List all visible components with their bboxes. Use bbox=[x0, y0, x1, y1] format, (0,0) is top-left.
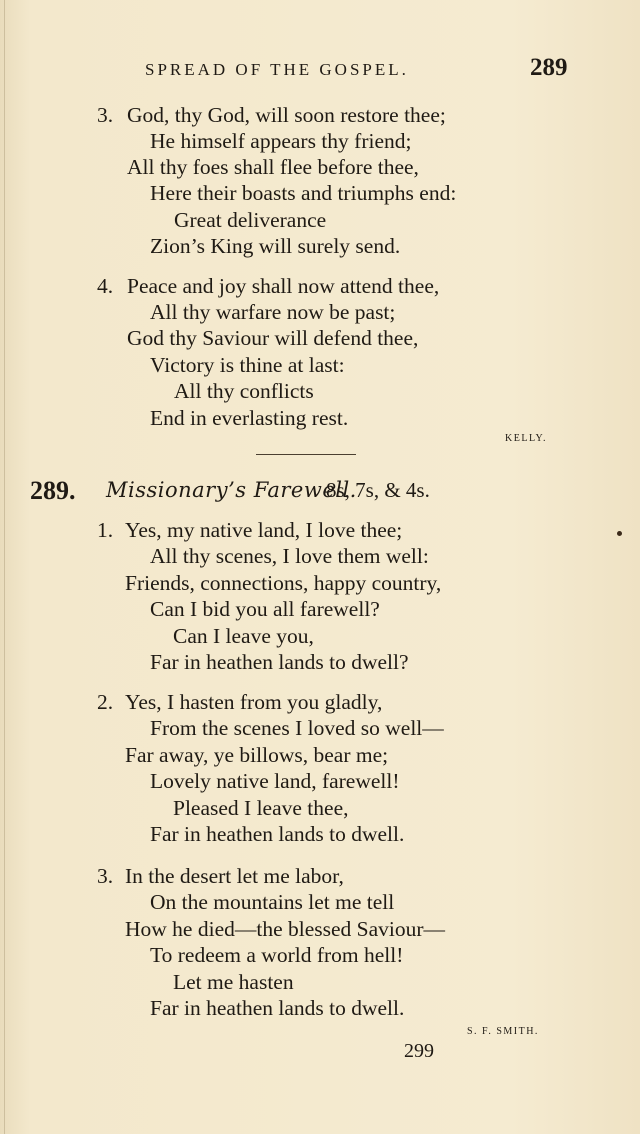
verse-number: 3. bbox=[97, 103, 114, 127]
verse-line: Lovely native land, farewell! bbox=[150, 769, 400, 793]
verse-line: He himself appears thy friend; bbox=[150, 129, 412, 153]
verse-line: God, thy God, will soon restore thee; bbox=[127, 103, 446, 127]
verse-line: To redeem a world from hell! bbox=[150, 943, 404, 967]
running-title: SPREAD OF THE GOSPEL. bbox=[145, 60, 409, 79]
section-divider bbox=[256, 454, 356, 455]
hymn-title: Missionary’s Farewell. bbox=[106, 478, 357, 502]
page-edge bbox=[4, 0, 5, 1134]
verse-line: Far away, ye billows, bear me; bbox=[125, 743, 389, 767]
verse-line: Yes, my native land, I love thee; bbox=[125, 518, 403, 542]
author-attribution: KELLY. bbox=[505, 433, 547, 444]
author-attribution: S. F. SMITH. bbox=[467, 1026, 539, 1037]
verse-number: 3. bbox=[97, 864, 114, 888]
verse-line: Far in heathen lands to dwell. bbox=[150, 996, 405, 1020]
verse-line: On the mountains let me tell bbox=[150, 890, 395, 914]
hymn-meter: 8s, 7s, & 4s. bbox=[326, 478, 430, 502]
folio-number: 299 bbox=[404, 1040, 434, 1062]
verse-line: Friends, connections, happy country, bbox=[125, 571, 442, 595]
verse-line: Far in heathen lands to dwell. bbox=[150, 822, 405, 846]
verse-line: All thy conflicts bbox=[174, 379, 314, 403]
verse-line: Far in heathen lands to dwell? bbox=[150, 650, 409, 674]
verse-line: Here their boasts and triumphs end: bbox=[150, 181, 457, 205]
verse-line: Yes, I hasten from you gladly, bbox=[125, 690, 383, 714]
verse-line: From the scenes I loved so well— bbox=[150, 716, 444, 740]
verse-number: 4. bbox=[97, 274, 114, 298]
verse-line: Can I leave you, bbox=[173, 624, 314, 648]
verse-line: God thy Saviour will defend thee, bbox=[127, 326, 419, 350]
verse-line: In the desert let me labor, bbox=[125, 864, 344, 888]
verse-line: Peace and joy shall now attend thee, bbox=[127, 274, 440, 298]
verse-line: How he died—the blessed Saviour— bbox=[125, 917, 446, 941]
verse-line: Pleased I leave thee, bbox=[173, 796, 349, 820]
page-number: 289 bbox=[530, 54, 568, 81]
hymn-number: 289. bbox=[30, 476, 76, 505]
verse-line: Can I bid you all farewell? bbox=[150, 597, 380, 621]
verse-line: Victory is thine at last: bbox=[150, 353, 345, 377]
verse-number: 1. bbox=[97, 518, 114, 542]
ink-spot bbox=[617, 531, 622, 536]
verse-line: Let me hasten bbox=[173, 970, 294, 994]
verse-number: 2. bbox=[97, 690, 114, 714]
verse-line: All thy scenes, I love them well: bbox=[150, 544, 429, 568]
verse-line: End in everlasting rest. bbox=[150, 406, 349, 430]
verse-line: Zion’s King will surely send. bbox=[150, 234, 401, 258]
verse-line: Great deliverance bbox=[174, 208, 327, 232]
verse-line: All thy warfare now be past; bbox=[150, 300, 396, 324]
verse-line: All thy foes shall flee before thee, bbox=[127, 155, 419, 179]
